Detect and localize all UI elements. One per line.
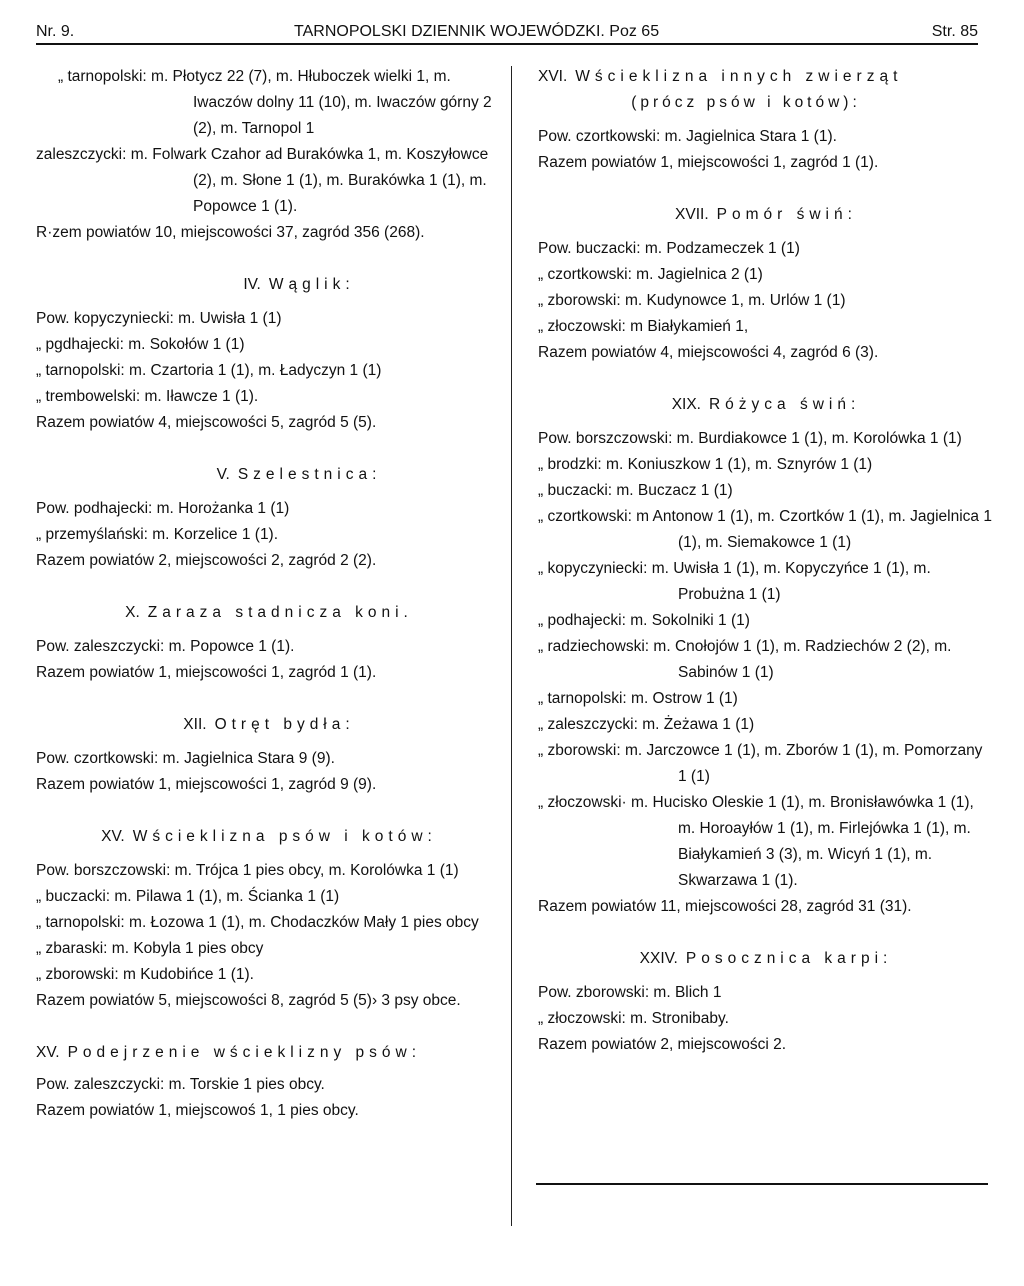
section-total: Razem powiatów 1, miejscowości 1, zagród 1 (1).	[538, 154, 879, 171]
closing-rule	[536, 1183, 988, 1185]
section-total: R·zem powiatów 10, miejscowości 37, zagród 356 (268).	[36, 224, 425, 241]
list-item: Pow. czortkowski: m. Jagielnica Stara 9 (9).	[36, 750, 335, 767]
list-item: Pow. zaleszczycki: m. Popowce 1 (1).	[36, 638, 295, 655]
tarnopolski-continued: „ tarnopolski: m. Płotycz 22 (7), m. Hłuboczek wielki 1, m. Iwaczów dolny 11 (10), m. Iwaczów górny 2 (2), m. Tarnopol 1	[58, 68, 492, 137]
list-item: „ podhajecki: m. Sokolniki 1 (1)	[538, 612, 750, 629]
column-divider	[511, 66, 512, 1226]
list-item: „ kopyczyniecki: m. Uwisła 1 (1), m. Kopyczyńce 1 (1), m. Probużna 1 (1)	[538, 560, 931, 603]
left-column	[36, 64, 502, 1124]
section-title-xix: XIX. Różyca świń:	[671, 396, 861, 413]
list-item: „ zaleszczycki: m. Żeżawa 1 (1)	[538, 716, 755, 733]
section-total: Razem powiatów 2, miejscowości 2.	[538, 1036, 787, 1053]
list-item: „ buczacki: m. Buczacz 1 (1)	[538, 482, 733, 499]
page-number: Str. 85	[931, 23, 978, 40]
list-item: „ zborowski: m Kudobińce 1 (1).	[36, 966, 254, 983]
section-title-v: V. Szelestnica:	[216, 466, 382, 483]
right-column	[538, 64, 994, 1058]
list-item: „ złoczowski· m. Hucisko Oleskie 1 (1), m. Bronisławówka 1 (1), m. Horoayłów 1 (1), m. Firlejówka 1 (1), m. Białykamień 3 (3), m. Wicyń 1 (1), m. Skwarzawa 1 (1).	[538, 794, 974, 889]
section-title-xvi: XVI. Wścieklizna innych zwierząt	[538, 68, 903, 85]
list-item: Pow. zborowski: m. Blich 1	[538, 984, 722, 1001]
section-total: Razem powiatów 5, miejscowości 8, zagród 5 (5)› 3 psy obce.	[36, 992, 461, 1009]
list-item: „ zbaraski: m. Kobyla 1 pies obcy	[36, 940, 264, 957]
section-title-xii: XII. Otręt bydła:	[183, 716, 355, 733]
list-item: Pow. podhajecki: m. Horożanka 1 (1)	[36, 500, 290, 517]
list-item: Pow. zaleszczycki: m. Torskie 1 pies obcy.	[36, 1076, 325, 1093]
page-header	[36, 17, 978, 45]
list-item: Pow. czortkowski: m. Jagielnica Stara 1 (1).	[538, 128, 837, 145]
list-item: „ buczacki: m. Pilawa 1 (1), m. Ścianka 1 (1)	[36, 888, 340, 905]
section-total: Razem powiatów 4, miejscowości 4, zagród 6 (3).	[538, 344, 879, 361]
section-total: Razem powiatów 1, miejscowości 1, zagród 9 (9).	[36, 776, 377, 793]
section-subtitle-xvi: (prócz psów i kotów):	[631, 94, 861, 111]
list-item: „ zborowski: m. Kudynowce 1, m. Urlów 1 (1)	[538, 292, 846, 309]
section-title-x: X. Zaraza stadnicza koni.	[125, 604, 413, 621]
list-item: „ trembowelski: m. Iławcze 1 (1).	[36, 388, 259, 405]
list-item: „ czortkowski: m. Jagielnica 2 (1)	[538, 266, 763, 283]
section-title-xv-suspected: XV. Podejrzenie wścieklizny psów:	[36, 1044, 422, 1061]
section-total: Razem powiatów 4, miejscowości 5, zagród 5 (5).	[36, 414, 377, 431]
section-title-xxiv: XXIV. Posocznica karpi:	[639, 950, 893, 967]
journal-title: TARNOPOLSKI DZIENNIK WOJEWÓDZKI. Poz 65	[294, 23, 660, 40]
list-item: Pow. borszczowski: m. Burdiakowce 1 (1), m. Korolówka 1 (1)	[538, 430, 962, 447]
issue-number: Nr. 9.	[36, 23, 75, 40]
section-total: Razem powiatów 1, miejscowoś 1, 1 pies obcy.	[36, 1102, 359, 1119]
section-total: Razem powiatów 2, miejscowości 2, zagród 2 (2).	[36, 552, 377, 569]
list-item: „ brodzki: m. Koniuszkow 1 (1), m. Sznyrów 1 (1)	[538, 456, 873, 473]
list-item: „ przemyślański: m. Korzelice 1 (1).	[36, 526, 279, 543]
section-title-iv: IV. Wąglik:	[243, 276, 355, 293]
list-item: Pow. buczacki: m. Podzameczek 1 (1)	[538, 240, 800, 257]
section-title-xvii: XVII. Pomór świń:	[675, 206, 857, 223]
section-title-xv: XV. Wścieklizna psów i kotów:	[101, 828, 437, 845]
section-total: Razem powiatów 11, miejscowości 28, zagród 31 (31).	[538, 898, 912, 915]
list-item: „ zborowski: m. Jarczowce 1 (1), m. Zborów 1 (1), m. Pomorzany 1 (1)	[538, 742, 983, 785]
list-item: „ złoczowski: m. Stronibaby.	[538, 1010, 729, 1027]
list-item: Pow. kopyczyniecki: m. Uwisła 1 (1)	[36, 310, 282, 327]
list-item: „ pgdhajecki: m. Sokołów 1 (1)	[36, 336, 245, 353]
list-item: Pow. borszczowski: m. Trójca 1 pies obcy, m. Korolówka 1 (1)	[36, 862, 459, 879]
list-item: „ tarnopolski: m. Czartoria 1 (1), m. Ładyczyn 1 (1)	[36, 362, 382, 379]
section-total: Razem powiatów 1, miejscowości 1, zagród 1 (1).	[36, 664, 377, 681]
list-item: „ czortkowski: m Antonow 1 (1), m. Czortków 1 (1), m. Jagielnica 1 (1), m. Siemakowce 1 (1)	[538, 508, 992, 551]
zaleszczycki-entry: zaleszczycki: m. Folwark Czahor ad Burakówka 1, m. Koszyłowce (2), m. Słone 1 (1), m. Burakówka 1 (1), m. Popowce 1 (1).	[36, 146, 489, 215]
list-item: „ złoczowski: m Białykamień 1,	[538, 318, 749, 335]
list-item: „ radziechowski: m. Cnołojów 1 (1), m. Radziechów 2 (2), m. Sabinów 1 (1)	[538, 638, 952, 681]
list-item: „ tarnopolski: m. Łozowa 1 (1), m. Chodaczków Mały 1 pies obcy	[36, 914, 479, 931]
list-item: „ tarnopolski: m. Ostrow 1 (1)	[538, 690, 738, 707]
